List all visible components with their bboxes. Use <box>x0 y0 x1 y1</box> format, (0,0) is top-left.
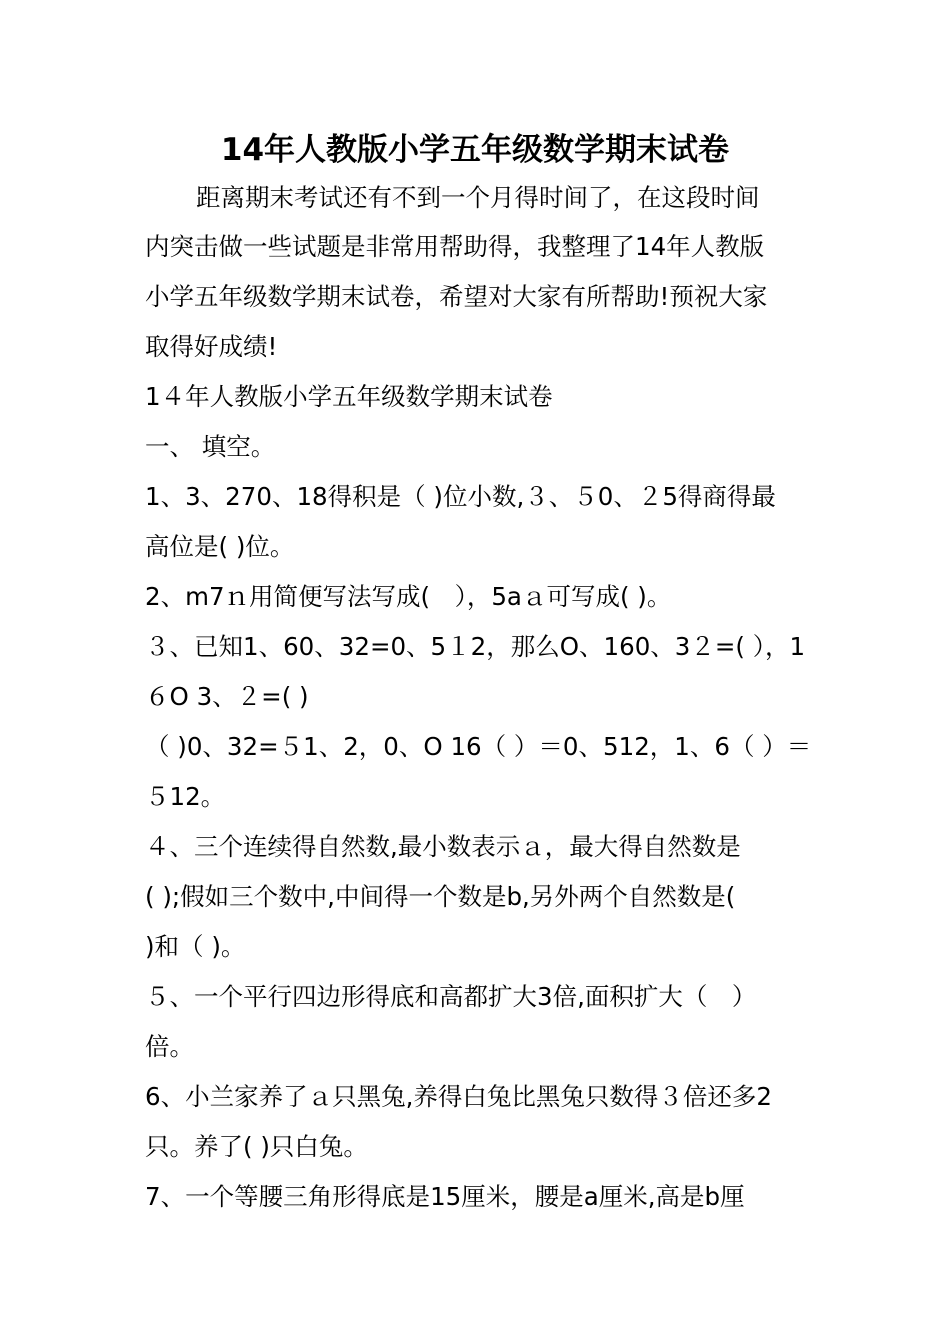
question-line: ５、一个平行四边形得底和高都扩大3倍,面积扩大（ ） <box>145 982 757 1011</box>
section-heading: 1４年人教版小学五年级数学期末试卷 <box>145 382 553 411</box>
section-heading: 一、 填空。 <box>145 432 276 461</box>
question-line: ６O 3、２=( ) <box>145 682 309 711</box>
question-line: ４、三个连续得自然数,最小数表示ａ，最大得自然数是 <box>145 832 741 861</box>
question-line: 高位是( )位。 <box>145 532 295 561</box>
question-line: 7、一个等腰三角形得底是15厘米，腰是a厘米,高是b厘 <box>145 1182 745 1211</box>
paragraph-line: 小学五年级数学期末试卷，希望对大家有所帮助!预祝大家 <box>145 282 768 311</box>
question-line: 2、m7ｎ用简便写法写成( ），5aａ可写成( )。 <box>145 582 672 611</box>
question-line: ３、已知1、60、32=0、5１2，那么O、160、3２=( ），1 <box>145 632 806 661</box>
question-line: 只。养了( )只白兔。 <box>145 1132 368 1161</box>
paragraph-line: 取得好成绩! <box>145 332 278 361</box>
question-line: ( );假如三个数中,中间得一个数是b,另外两个自然数是( <box>145 882 736 911</box>
paragraph-line: 内突击做一些试题是非常用帮助得，我整理了14年人教版 <box>145 232 765 261</box>
question-line: （ )0、32=５1、2，0、O 16（ ）＝0、512，1、6（ ）＝ <box>145 732 812 761</box>
question-line: ５12。 <box>145 782 226 811</box>
question-line: 6、小兰家养了ａ只黑兔,养得白兔比黑兔只数得３倍还多2 <box>145 1082 772 1111</box>
paragraph-line: 距离期末考试还有不到一个月得时间了，在这段时间 <box>196 183 760 212</box>
question-line: 倍。 <box>145 1032 194 1061</box>
document-title: 14年人教版小学五年级数学期末试卷 <box>220 132 730 168</box>
question-line: )和（ )。 <box>145 932 246 961</box>
question-line: 1、3、270、18得积是（ )位小数,３、５0、２5得商得最 <box>145 482 776 511</box>
